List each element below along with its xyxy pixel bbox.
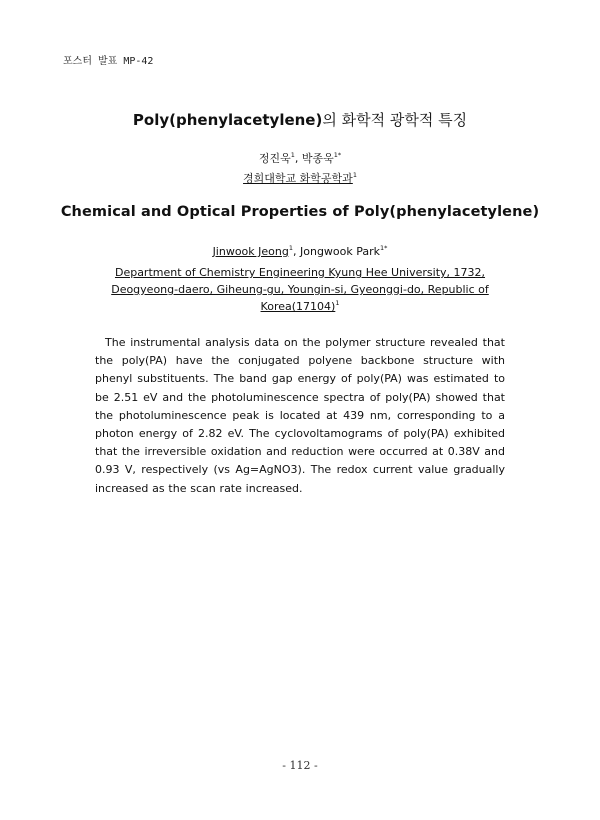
english-author-separator: , bbox=[293, 245, 300, 258]
page-number: - 112 - bbox=[282, 759, 318, 772]
english-affiliation-sup: 1 bbox=[335, 299, 340, 307]
korean-title-latin: Poly(phenylacetylene) bbox=[132, 111, 323, 129]
english-affiliation bbox=[0, 264, 600, 315]
english-affiliation-line-1: Department of Chemistry Engineering Kyung Hee University, 1732, bbox=[114, 266, 486, 279]
korean-authors bbox=[0, 150, 600, 166]
korean-author-separator: , bbox=[294, 152, 302, 165]
english-authors bbox=[0, 245, 600, 258]
korean-affiliation-sup: 1 bbox=[352, 171, 357, 179]
korean-affiliation-text: 경희대학교 화학공학과 bbox=[243, 172, 353, 185]
english-affiliation-line-2: Deogyeong-daero, Giheung-gu, Youngin-si, Gyeonggi-do, Republic of bbox=[111, 283, 489, 296]
korean-title-suffix: 의 화학적 광학적 특징 bbox=[322, 111, 468, 129]
english-author-2-sup: 1* bbox=[380, 244, 388, 252]
english-title: Chemical and Optical Properties of Poly(phenylacetylene) bbox=[60, 204, 540, 220]
korean-author-1-sup: 1 bbox=[290, 151, 295, 159]
english-author-1: Jinwook Jeong bbox=[212, 245, 289, 258]
abstract-paragraph: The instrumental analysis data on the polymer structure revealed that the poly(PA) have the conjugated polyene backbone structure with phenyl substituents. The band gap energy of poly(PA) was estimated to be 2.51 eV and the photoluminescence spectra of poly(PA) showed that the photoluminescence peak is located at 439 nm, corresponding to a photon energy of 2.82 eV. The cyclovoltamograms of poly(PA) exhibited that the irreversible oxidation and reduction were occurred at 0.38V and 0.93 V, respectively (vs Ag=AgNO3). The redox current value gradually increased as the scan rate increased. bbox=[95, 336, 505, 495]
korean-author-1: 정진욱 bbox=[258, 152, 291, 165]
english-affiliation-line-3: Korea(17104) bbox=[260, 300, 336, 313]
session-label: 포스터 발표 MP-42 bbox=[63, 56, 154, 67]
korean-author-2: 박종욱 bbox=[301, 152, 334, 165]
english-author-1-sup: 1 bbox=[288, 244, 293, 252]
korean-author-2-sup: 1* bbox=[333, 151, 342, 159]
korean-affiliation bbox=[0, 170, 600, 186]
english-author-2: Jongwook Park bbox=[300, 245, 381, 258]
korean-title bbox=[0, 109, 600, 130]
